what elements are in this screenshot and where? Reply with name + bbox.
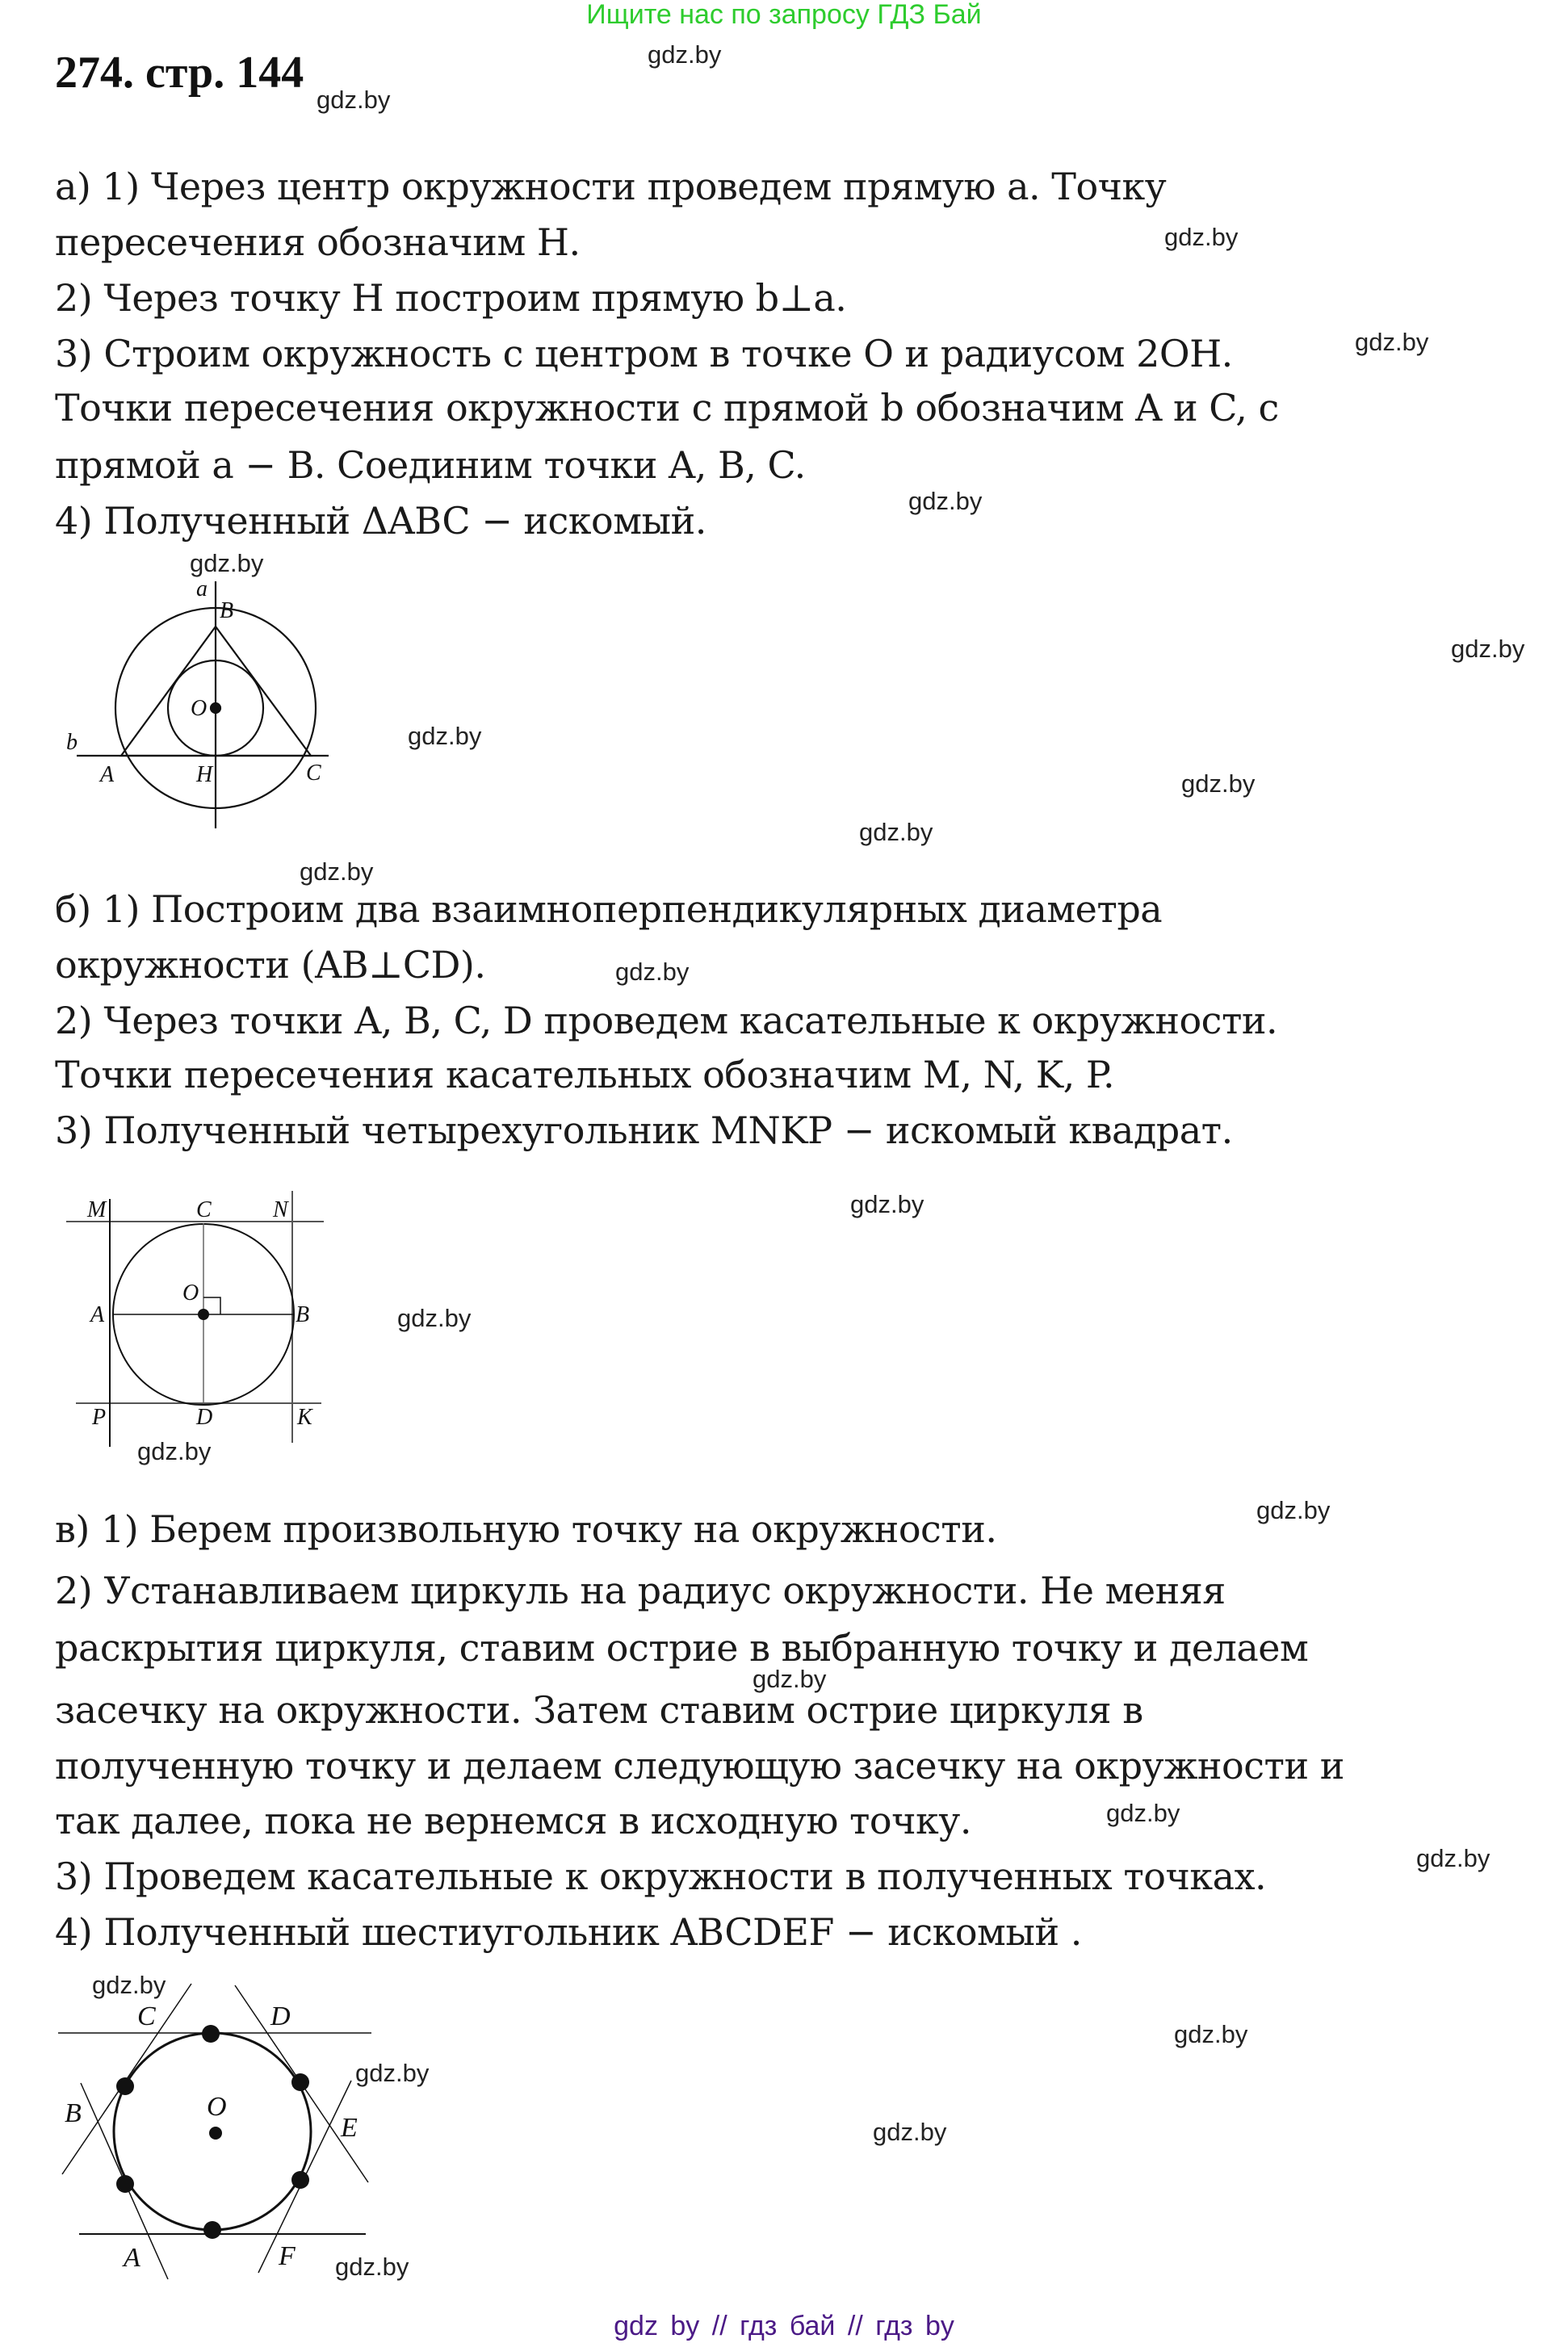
label-B: B — [220, 598, 234, 623]
watermark: gdz.by — [355, 2059, 430, 2087]
text-line: пересечения обозначим H. — [55, 220, 581, 264]
label-A: A — [124, 2243, 140, 2273]
label-a: a — [196, 576, 208, 601]
label-H: H — [196, 762, 213, 787]
label-C: C — [306, 761, 321, 786]
label-D: D — [270, 2001, 291, 2031]
watermark: gdz.by — [615, 958, 690, 986]
text-line: Точки пересечения касательных обозначим M, N, K, P. — [55, 1053, 1115, 1096]
watermark: gdz.by — [1451, 635, 1525, 663]
watermark: gdz.by — [1416, 1844, 1490, 1872]
watermark: gdz.by — [335, 2253, 409, 2281]
search-banner[interactable]: Ищите нас по запросу ГДЗ Бай — [586, 0, 982, 30]
label-D: D — [196, 1405, 213, 1430]
page-title: 274. стр. 144 — [55, 48, 304, 98]
label-F: F — [279, 2241, 296, 2271]
watermark: gdz.by — [850, 1190, 924, 1218]
watermark: gdz.by — [92, 1971, 166, 1999]
label-b: b — [66, 730, 78, 755]
watermark: gdz.by — [1181, 769, 1256, 798]
text-line: 3) Полученный четырехугольник MNKP − искомый квадрат. — [55, 1109, 1233, 1152]
text-line: полученную точку и делаем следующую засечку на окружности и — [55, 1744, 1344, 1788]
text-line: окружности (AB⊥CD). — [55, 943, 486, 987]
text-line: раскрытия циркуля, ставим острие в выбранную точку и делаем — [55, 1626, 1309, 1670]
label-A: A — [90, 1302, 105, 1327]
text-line: 2) Устанавливаем циркуль на радиус окружности. Не меняя — [55, 1569, 1226, 1612]
watermark: gdz.by — [1174, 2020, 1248, 2048]
watermark: gdz.by — [1355, 328, 1429, 356]
watermark: gdz.by — [648, 40, 722, 69]
text-line: 2) Через точки A, B, C, D проведем касательные к окружности. — [55, 999, 1278, 1042]
text-line: 4) Полученный ΔABC − искомый. — [55, 499, 706, 543]
watermark: gdz.by — [1256, 1496, 1331, 1524]
label-E: E — [341, 2113, 358, 2143]
watermark: gdz.by — [859, 818, 933, 846]
text-line: а) 1) Через центр окружности проведем прямую a. Точку — [55, 165, 1167, 208]
text-line: в) 1) Берем произвольную точку на окружности. — [55, 1507, 997, 1551]
label-N: N — [273, 1197, 288, 1222]
watermark: gdz.by — [908, 487, 983, 515]
watermark: gdz.by — [1164, 223, 1239, 251]
watermark: gdz.by — [408, 722, 482, 750]
text-line: 4) Полученный шестиугольник ABCDEF − искомый . — [55, 1910, 1082, 1954]
watermark: gdz.by — [753, 1665, 827, 1693]
label-P: P — [92, 1405, 107, 1430]
label-B: B — [296, 1302, 310, 1327]
text-line: 3) Строим окружность с центром в точке O и радиусом 2OH. — [55, 332, 1233, 375]
label-O: O — [182, 1280, 199, 1306]
watermark: gdz.by — [397, 1304, 472, 1332]
text-line: 3) Проведем касательные к окружности в полученных точках. — [55, 1855, 1267, 1898]
center-point — [211, 703, 220, 713]
watermark: gdz.by — [190, 549, 264, 577]
watermark: gdz.by — [137, 1437, 212, 1465]
label-A: A — [100, 762, 115, 787]
watermark: gdz.by — [317, 86, 391, 114]
text-line: так далее, пока не вернемся в исходную точку. — [55, 1799, 971, 1842]
label-O: O — [191, 696, 208, 721]
label-C: C — [196, 1197, 212, 1222]
text-line: прямой a − B. Соединим точки A, B, C. — [55, 443, 806, 487]
watermark: gdz.by — [1106, 1799, 1180, 1827]
footer-links[interactable]: gdz by // гдз бай // гдз by — [614, 2311, 954, 2341]
watermark: gdz.by — [873, 2118, 947, 2146]
text-line: Точки пересечения окружности с прямой b обозначим A и C, с — [55, 386, 1279, 430]
label-O: O — [207, 2092, 227, 2122]
label-M: M — [87, 1197, 107, 1222]
text-line: засечку на окружности. Затем ставим острие циркуля в — [55, 1688, 1143, 1732]
label-B: B — [65, 2098, 82, 2128]
label-C: C — [137, 2001, 156, 2031]
diagram-hexagon — [58, 1984, 371, 2279]
text-line: б) 1) Построим два взаимноперпендикулярных диаметра — [55, 887, 1163, 931]
text-line: 2) Через точку H построим прямую b⊥a. — [55, 276, 847, 320]
watermark: gdz.by — [300, 857, 374, 886]
label-K: K — [297, 1405, 312, 1430]
